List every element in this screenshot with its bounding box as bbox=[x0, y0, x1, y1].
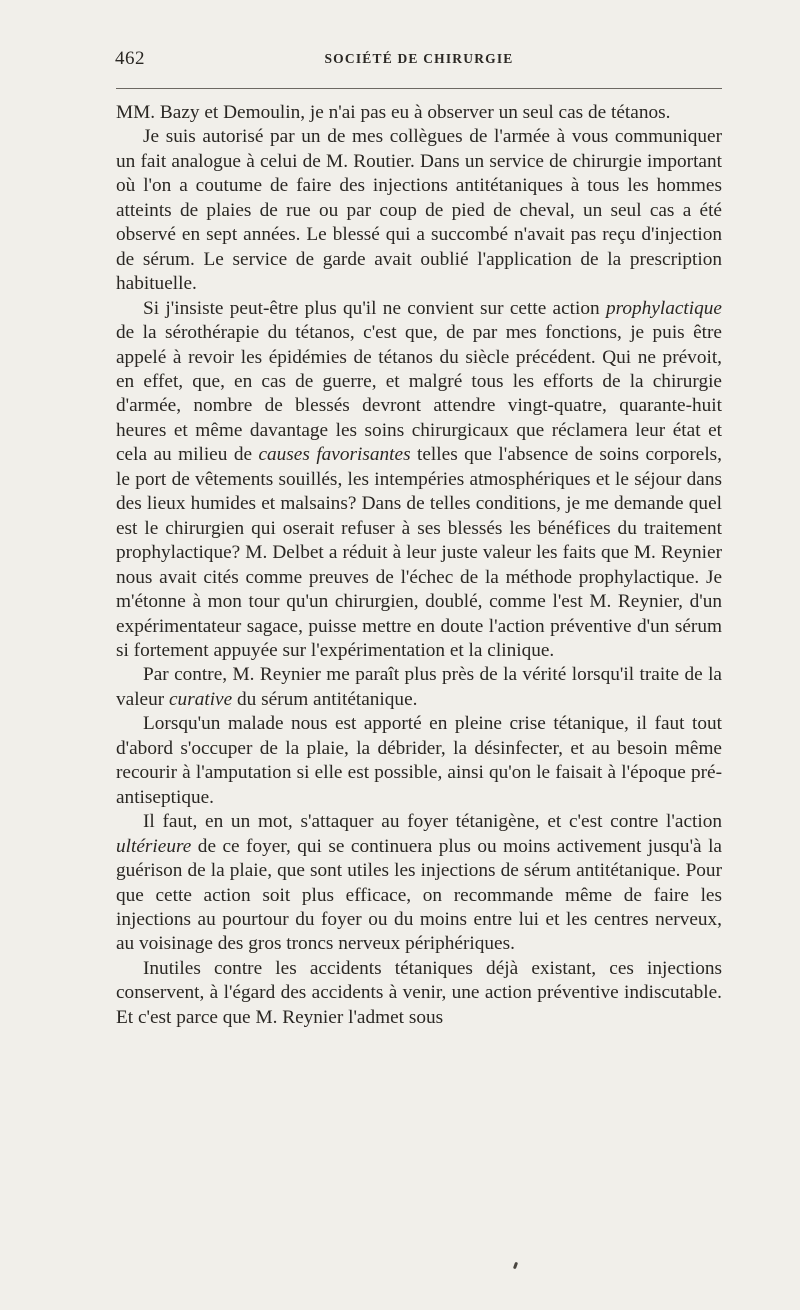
text-run: Je suis autorisé par un de mes collègues de l'armée à vous communiquer un fait analogue à celui de M. Routier. Dans un service de chirurgie important où l'on a coutume de faire des injections antitétaniques à tous les hommes atteints de plaies de rue ou par coup de pied de cheval, un seul cas a été observé en sept années. Le blessé qui a succombé n'avait pas reçu d'injection de sérum. Le service de garde avait oublié l'application de la prescription habituelle. bbox=[116, 126, 722, 295]
italic-term: causes favorisantes bbox=[258, 444, 411, 466]
paragraph-p6 bbox=[116, 810, 722, 957]
text-run: Si j'insiste peut-être plus qu'il ne convient sur cette action bbox=[143, 297, 606, 319]
paragraph-p4 bbox=[116, 663, 722, 712]
paragraph-p1 bbox=[116, 101, 722, 125]
text-run: Il faut, en un mot, s'attaquer au foyer tétanigène, et c'est contre l'action bbox=[143, 811, 722, 833]
text-run: du sérum antitétanique. bbox=[232, 688, 418, 710]
text-run: telles que l'absence de soins corporels, le port de vêtements souillés, les intempéries atmosphériques et le séjour dans des lieux humides et malsains? Dans de telles conditions, je me demande quel est le chirurgien qui oserait refuser à ses blessés les bénéfices du traitement prophylactique? M. Delbet a réduit à leur juste valeur les faits que M. Reynier nous avait cités comme preuves de l'échec de la méthode prophylactique. Je m'étonne à mon tour qu'un chirurgien, doublé, comme l'est M. Reynier, d'un expérimentateur sagace, puisse mettre en doute l'action préventive d'un sérum si fortement appuyée sur l'expérimentation et la clinique. bbox=[116, 444, 723, 661]
paragraph-p3 bbox=[116, 297, 722, 664]
text-run: Inutiles contre les accidents tétaniques déjà existant, ces injections conservent, à l'égard des accidents à venir, une action préventive indiscutable. Et c'est parce que M. Reynier l'admet sous bbox=[116, 957, 722, 1028]
running-title: SOCIÉTÉ DE CHIRURGIE bbox=[324, 51, 514, 66]
text-run: Lorsqu'un malade nous est apporté en pleine crise tétanique, il faut tout d'abord s'occuper de la plaie, la débrider, la désinfecter, et au besoin même recourir à l'amputation si elle est possible, ainsi qu'on le faisait à l'époque pré-antiseptique. bbox=[116, 713, 722, 808]
text-run: Par contre, M. Reynier me paraît plus près de la vérité lorsqu'il traite de la valeur bbox=[116, 664, 722, 710]
page-header bbox=[115, 48, 723, 76]
paragraph-p7 bbox=[116, 957, 722, 1030]
text-run: MM. Bazy et Demoulin, je n'ai pas eu à observer un seul cas de tétanos. bbox=[116, 102, 671, 123]
paragraph-p5 bbox=[116, 712, 722, 810]
italic-term: prophylactique bbox=[605, 297, 722, 319]
header-rule bbox=[116, 88, 722, 89]
text-run: de ce foyer, qui se continuera plus ou moins activement jusqu'à la guérison de la plaie, que sont utiles les injections de sérum antitétanique. Pour que cette action soit plus efficace, on recommande même de faire les injections au pourtour du foyer ou du moins entre lui et les centres nerveux, au voisinage des gros troncs nerveux périphériques. bbox=[116, 835, 722, 955]
text-run: de la sérothérapie du tétanos, c'est que, de par mes fonctions, je puis être appelé à revoir les épidémies de tétanos du siècle précédent. Qui ne prévoit, en effet, que, en cas de guerre, et malgré tous les efforts de la chirurgie d'armée, nombre de blessés devront attendre vingt-quatre, quarante-huit heures et même davantage les soins chirurgicaux que réclamera leur état et cela au milieu de bbox=[116, 322, 722, 466]
body-text bbox=[116, 101, 722, 1030]
paragraph-p2 bbox=[116, 125, 722, 296]
italic-term: curative bbox=[169, 688, 233, 710]
page-number: 462 bbox=[115, 48, 145, 69]
italic-term: ultérieure bbox=[116, 835, 192, 857]
ink-speck bbox=[513, 1262, 518, 1270]
